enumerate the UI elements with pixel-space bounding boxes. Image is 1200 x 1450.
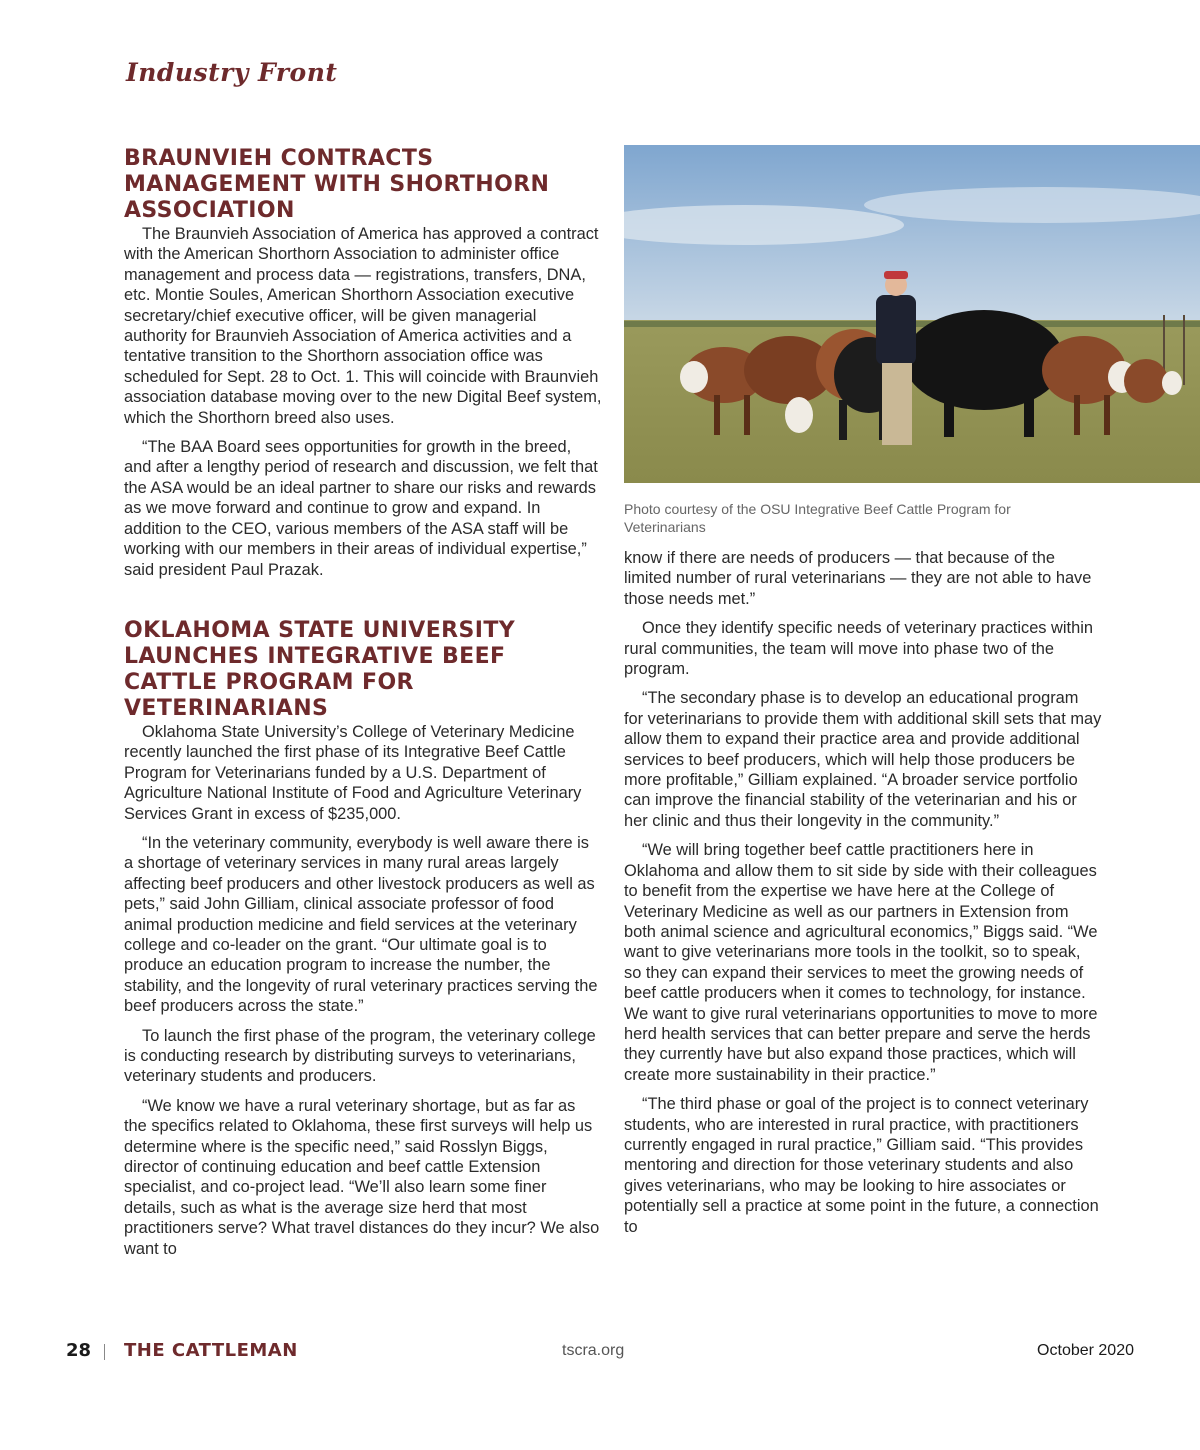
article2-paragraph: know if there are needs of producers — that because of the limited number of rural veterinarians — they are not able to have those needs met.” [624,549,1092,608]
page-number: 28 [66,1340,92,1361]
right-column [624,548,1102,1246]
footer-divider [104,1344,105,1360]
website-link[interactable]: tscra.org [562,1342,625,1359]
section-label: Industry Front [126,58,338,87]
article1-headline: BRAUNVIEH CONTRACTS MANAGEMENT WITH SHORTHORN ASSOCIATION [124,146,550,223]
article1-paragraph: The Braunvieh Association of America has approved a contract with the American Shorthorn Association to administer office management and process data — registrations, transfers, DNA, etc. Montie Soules, American Shorthorn Association executive secretary/chief executive officer, will be given managerial authority for Braunvieh Association of America activities and a tentative transition to the Shorthorn association office was scheduled for Sept. 28 to Oct. 1. This will coincide with Braunvieh association database moving over to the new Digital Beef system, which the Shorthorn breed also uses. [124,225,602,427]
article2-paragraph: “We know we have a rural veterinary shortage, but as far as the specifics related to Oklahoma, these first surveys will help us determine where is the specific need,” said Rosslyn Biggs, director of continuing education and beef cattle Extension specialist, and co-project lead. “We’ll also learn some finer details, such as what is the average size herd that most practitioners serve? What travel distances do they incur? We also want to [124,1096,600,1258]
article1-paragraph: “The BAA Board sees opportunities for growth in the breed, and after a lengthy period of research and discussion, we felt that the ASA would be an ideal partner to share our risks and rewards as we move forward and continue to grow and expand. In addition to the CEO, various members of the ASA staff will be working with our members in their areas of individual expertise,” said president Paul Prazak. [124,438,598,579]
left-column [124,146,602,1268]
article2-headline: OKLAHOMA STATE UNIVERSITY LAUNCHES INTEGRATIVE BEEF CATTLE PROGRAM FOR VETERINARIANS [124,617,516,721]
article2-paragraph: “The third phase or goal of the project is to connect veterinary students, who are interested in rural practice, with practitioners currently engaged in rural practice,” Gilliam said. “This provides mentoring and direction for those veterinary students and also gives veterinarians, who may be looking to hire associates or potentially sell a practice at some point in the future, a connection to [624,1095,1099,1236]
article2-paragraph: “In the veterinary community, everybody is well aware there is a shortage of veterinary services in many rural areas largely affecting beef producers and other livestock producers as well as pets,” said John Gilliam, clinical associate professor of food animal production medicine and field services at the veterinary college and co-leader on the grant. “Our ultimate goal is to produce an education program to increase the number, the stability, and the longevity of rural veterinary practices serving the beef producers across the state.” [124,833,598,1016]
issue-date: October 2020 [1037,1342,1134,1359]
article2-paragraph: Oklahoma State University’s College of Veterinary Medicine recently launched the first phase of its Integrative Beef Cattle Program for Veterinarians funded by a U.S. Department of Agriculture National Institute of Food and Agriculture Veterinary Services Grant in excess of $235,000. [124,722,582,823]
photo-caption: Photo courtesy of the OSU Integrative Beef Cattle Program for Veterinarians [624,501,1011,535]
article2-paragraph: “We will bring together beef cattle practitioners here in Oklahoma and allow them to sit side by side with their colleagues to benefit from the expertise we have here at the College of Veterinary Medicine as well as our partners in Extension from both animal science and agricultural economics,” Biggs said. “We want to give veterinarians more tools in the toolkit, so to speak, so they can expand their services to meet the growing needs of beef cattle producers when it comes to technology, for instance. We want to give rural veterinarians opportunities to move to more herd health services that can better prepare and serve the herds they currently have but also expand those practices, which will create more sustainability in their practice.” [624,841,1098,1084]
magazine-name: THE CATTLEMAN [124,1340,298,1361]
article2-paragraph: “The secondary phase is to develop an educational program for veterinarians to provide them with additional skill sets that may allow them to expand their practice area and provide additional services to beef producers, which will help those producers be more profitable,” Gilliam explained. “A broader service portfolio can improve the financial stability of the veterinarian and his or her clinic and thus their longevity in the community.” [624,689,1102,830]
article2-paragraph: To launch the first phase of the program, the veterinary college is conducting research by distributing surveys to veterinarians, veterinary students and producers. [124,1026,596,1086]
cattle-photo [624,145,1200,483]
article2-paragraph: Once they identify specific needs of veterinary practices within rural communities, the team will move into phase two of the program. [624,619,1093,679]
page-footer [0,1340,1200,1366]
cattle-photo-image [624,145,1200,483]
